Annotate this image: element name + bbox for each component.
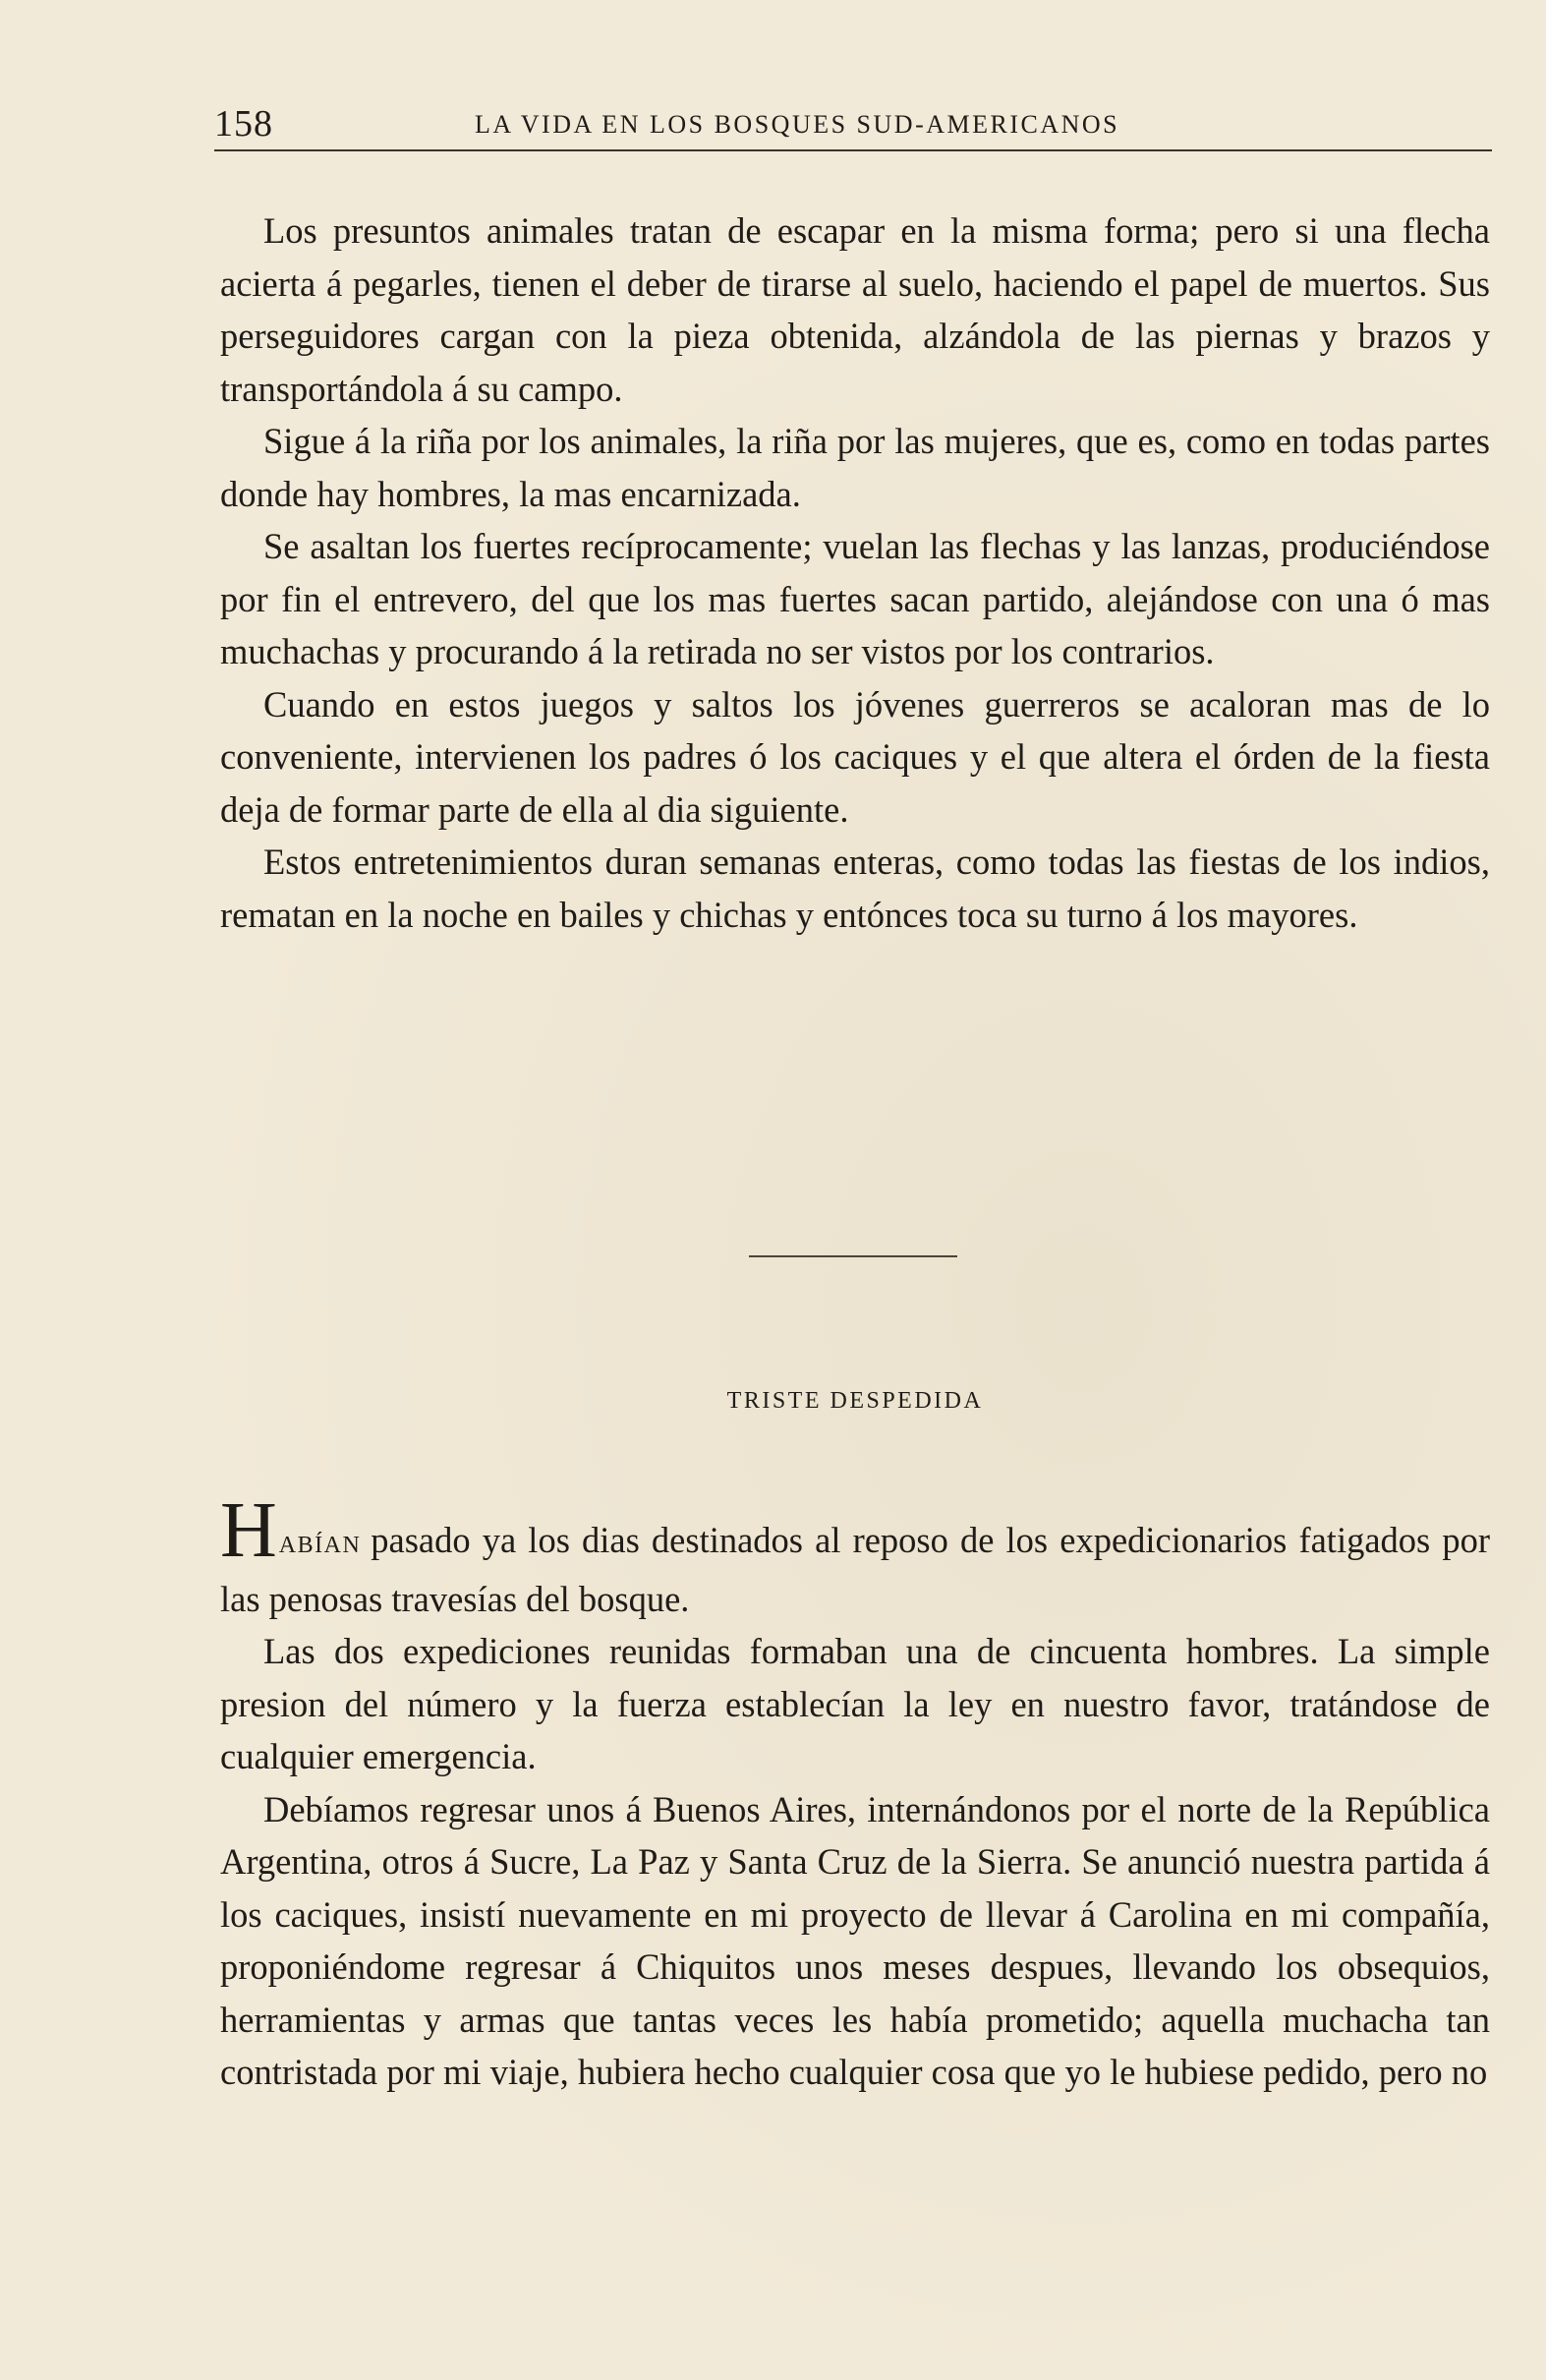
paragraph: Las dos expediciones reunidas formaban una de cincuenta hombres. La simple presion del número y la fuerza establecían la ley en nuestro favor, tratándose de cualquier emergencia. [220, 1631, 1490, 1776]
paragraph: Cuando en estos juegos y saltos los jóvenes guerreros se acaloran mas de lo conveniente, intervienen los padres ó los caciques y el que altera el órden de la fiesta deja de formar parte de ella al dia siguiente. [220, 683, 1490, 830]
opening-paragraph [220, 1487, 1490, 1625]
running-title: LA VIDA EN LOS BOSQUES SUD-AMERICANOS [475, 110, 1120, 139]
small-caps-lead: ABÍAN [278, 1533, 362, 1558]
paragraph: Los presuntos animales tratan de escapar en la misma forma; pero si una flecha acierta á pegarles, tienen el deber de tirarse al suelo, haciendo el papel de muertos. Sus perseguidores cargan con la pieza obtenida, alzándola de las piernas y brazos y transportándola á su campo. [220, 210, 1490, 409]
opening-paragraph-text: pasado ya los dias destinados al reposo de los expedicionarios fatigados por las penosas travesías del bosque. [220, 1520, 1490, 1619]
top-text-block [220, 204, 1490, 941]
paragraph: Estos entretenimientos duran semanas enteras, como todas las fiestas de los indios, rematan en la noche en bailes y chichas y entónces toca su turno á los mayores. [220, 842, 1490, 935]
paragraph: Se asaltan los fuertes recíprocamente; vuelan las flechas y las lanzas, produciéndose por fin el entrevero, del que los mas fuertes sacan partido, alejándose con una ó mas muchachas y procurando á la retirada no ser vistos por los contrarios. [220, 526, 1490, 671]
drop-cap: H [220, 1487, 277, 1574]
running-head [214, 98, 1488, 153]
paragraph: Debíamos regresar unos á Buenos Aires, internándonos por el norte de la República Argentina, otros á Sucre, La Paz y Santa Cruz de la Sierra. Se anunció nuestra partida á los caciques, insistí nuevamente en mi proyecto de llevar á Carolina en mi compañía, proponiéndome regresar á Chiquitos unos meses despues, llevando los obsequios, herramientas y armas que tantas veces les había prometido; aquella muchacha tan contristada por mi viaje, hubiera hecho cualquier cosa que yo le hubiese pedido, pero no [220, 1788, 1490, 2092]
paragraph: Sigue á la riña por los animales, la riña por las mujeres, que es, como en todas partes donde hay hombres, la mas encarnizada. [220, 421, 1490, 514]
section-divider [749, 1255, 957, 1257]
section-heading: TRISTE DESPEDIDA [726, 1388, 984, 1414]
page-number: 158 [214, 103, 273, 145]
section-text-block [220, 1487, 1490, 2099]
header-rule [214, 149, 1492, 151]
